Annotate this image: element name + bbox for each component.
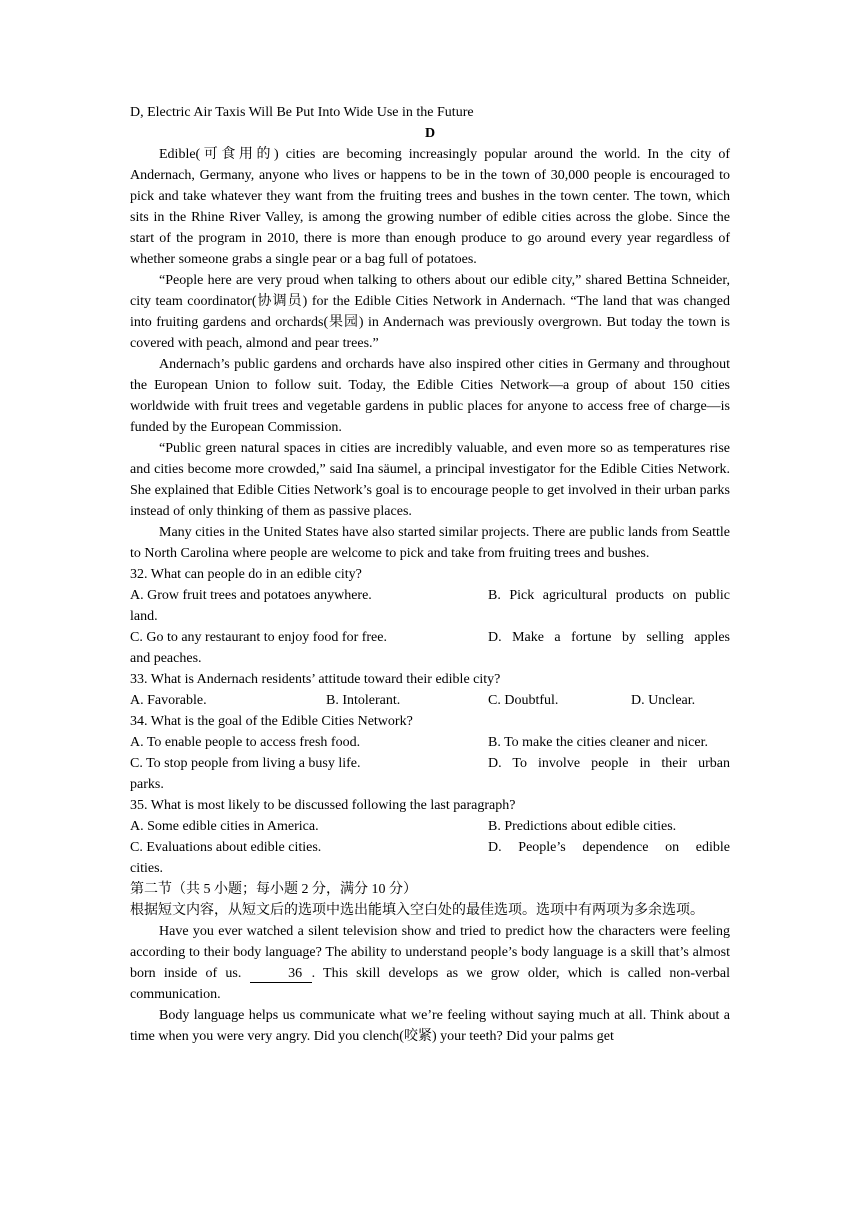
- passage-paragraph-4: “Public green natural spaces in cities are incredibly valuable, and even more so as temperatures rise and cities become more crowded,” said Ina säumel, a principal investigator for the Edible Cities Network. She explained that Edible Cities Network’s goal is to encourage people to get involved in their urban parks instead of only thinking of them as passive places.: [130, 441, 730, 519]
- question-33-options: [130, 690, 730, 711]
- passage-paragraph-5: Many cities in the United States have also started similar projects. There are public lands from Seattle to North Carolina where people are welcome to pick and take from fruiting trees and bushes.: [130, 525, 730, 561]
- question-35-option-d-continued: cities.: [130, 861, 164, 876]
- cloze-paragraph-1: [130, 921, 730, 1005]
- question-33-option-c: C. Doubtful.: [488, 693, 559, 708]
- passage-paragraph-3: Andernach’s public gardens and orchards have also inspired other cities in Germany and throughout the European Union to follow suit. Today, the Edible Cities Network—a group of about 150 cities worldwide with fruit trees and vegetable gardens in public places for anyone to access free of charge—is funded by the European Commission.: [130, 357, 730, 435]
- question-32-options-row-2: [130, 627, 730, 648]
- question-35-option-a: A. Some edible cities in America.: [130, 819, 319, 834]
- section-two-heading: 第二节（共 5 小题；每小题 2 分，满分 10 分）: [130, 882, 417, 897]
- question-32-options-row-1: [130, 585, 730, 606]
- cloze-paragraph-2: Body language helps us communicate what we’re feeling without saying much at all. Think about a time when you were very angry. Did you clench(咬紧) your teeth? Did your palms get: [130, 1008, 730, 1044]
- section-two-instruction: 根据短文内容，从短文后的选项中选出能填入空白处的最佳选项。选项中有两项为多余选项。: [130, 903, 704, 918]
- question-33-option-d: D. Unclear.: [631, 693, 696, 708]
- question-32-option-b: B. Pick agricultural products on public: [488, 588, 730, 603]
- question-34-option-b: B. To make the cities cleaner and nicer.: [488, 735, 708, 750]
- question-32-option-d-continued: and peaches.: [130, 651, 202, 666]
- cloze-paragraph-1-before: Have you ever watched a silent television show and tried to predict how the characters were feeling according to their body language? The ability to understand people’s body language is a skill that’s almost born inside of us.: [130, 924, 730, 981]
- passage-paragraph-1: Edible(可食用的) cities are becoming increasingly popular around the world. In the city of Andernach, Germany, anyone who lives or happens to be in the town of 30,000 people is encouraged to pick and take whatever they want from the fruiting trees and bushes in the town center. The town, which sits in the Rhine River Valley, is among the growing number of edible cities across the globe. Since the start of the program in 2010, there is more than enough produce to go around every year regardless of whether someone grabs a single pear or a bag full of potatoes.: [130, 147, 730, 267]
- question-32-stem: 32. What can people do in an edible city?: [130, 567, 362, 582]
- question-35-options-row-1: [130, 816, 730, 837]
- section-d-heading: D: [424, 126, 436, 141]
- question-35-option-d: D. People’s dependence on edible: [488, 840, 730, 855]
- question-34-stem: 34. What is the goal of the Edible Cities Network?: [130, 714, 413, 729]
- cloze-paragraph-1-after: . This skill develops as we grow older, which is called non-verbal communication.: [130, 966, 730, 1002]
- question-35-option-c: C. Evaluations about edible cities.: [130, 840, 322, 855]
- question-33-option-b: B. Intolerant.: [326, 693, 401, 708]
- question-34-option-c: C. To stop people from living a busy life.: [130, 756, 361, 771]
- question-34-options-row-1: [130, 732, 730, 753]
- question-34-option-d-continued: parks.: [130, 777, 164, 792]
- question-35-options-row-2: [130, 837, 730, 858]
- document-page: [130, 102, 730, 1047]
- question-32-option-a: A. Grow fruit trees and potatoes anywhere.: [130, 588, 372, 603]
- question-32-option-b-continued: land.: [130, 609, 158, 624]
- question-35-stem: 35. What is most likely to be discussed following the last paragraph?: [130, 798, 516, 813]
- question-33-stem: 33. What is Andernach residents’ attitude toward their edible city?: [130, 672, 501, 687]
- passage-paragraph-2: “People here are very proud when talking to others about our edible city,” shared Bettina Schneider, city team coordinator(协调员) for the Edible Cities Network in Andernach. “The land that was changed into fruiting gardens and orchards(果园) in Andernach was previously overgrown. But today the town is covered with peach, almond and pear trees.”: [130, 273, 730, 351]
- question-32-option-d: D. Make a fortune by selling apples: [488, 630, 730, 645]
- blank-36: 36: [250, 966, 312, 983]
- question-35-option-b: B. Predictions about edible cities.: [488, 819, 677, 834]
- question-33-option-a: A. Favorable.: [130, 693, 207, 708]
- question-34-option-a: A. To enable people to access fresh food.: [130, 735, 361, 750]
- question-34-options-row-2: [130, 753, 730, 774]
- previous-option-d: D, Electric Air Taxis Will Be Put Into Wide Use in the Future: [130, 105, 474, 120]
- question-32-option-c: C. Go to any restaurant to enjoy food for free.: [130, 630, 387, 645]
- question-34-option-d: D. To involve people in their urban: [488, 756, 730, 771]
